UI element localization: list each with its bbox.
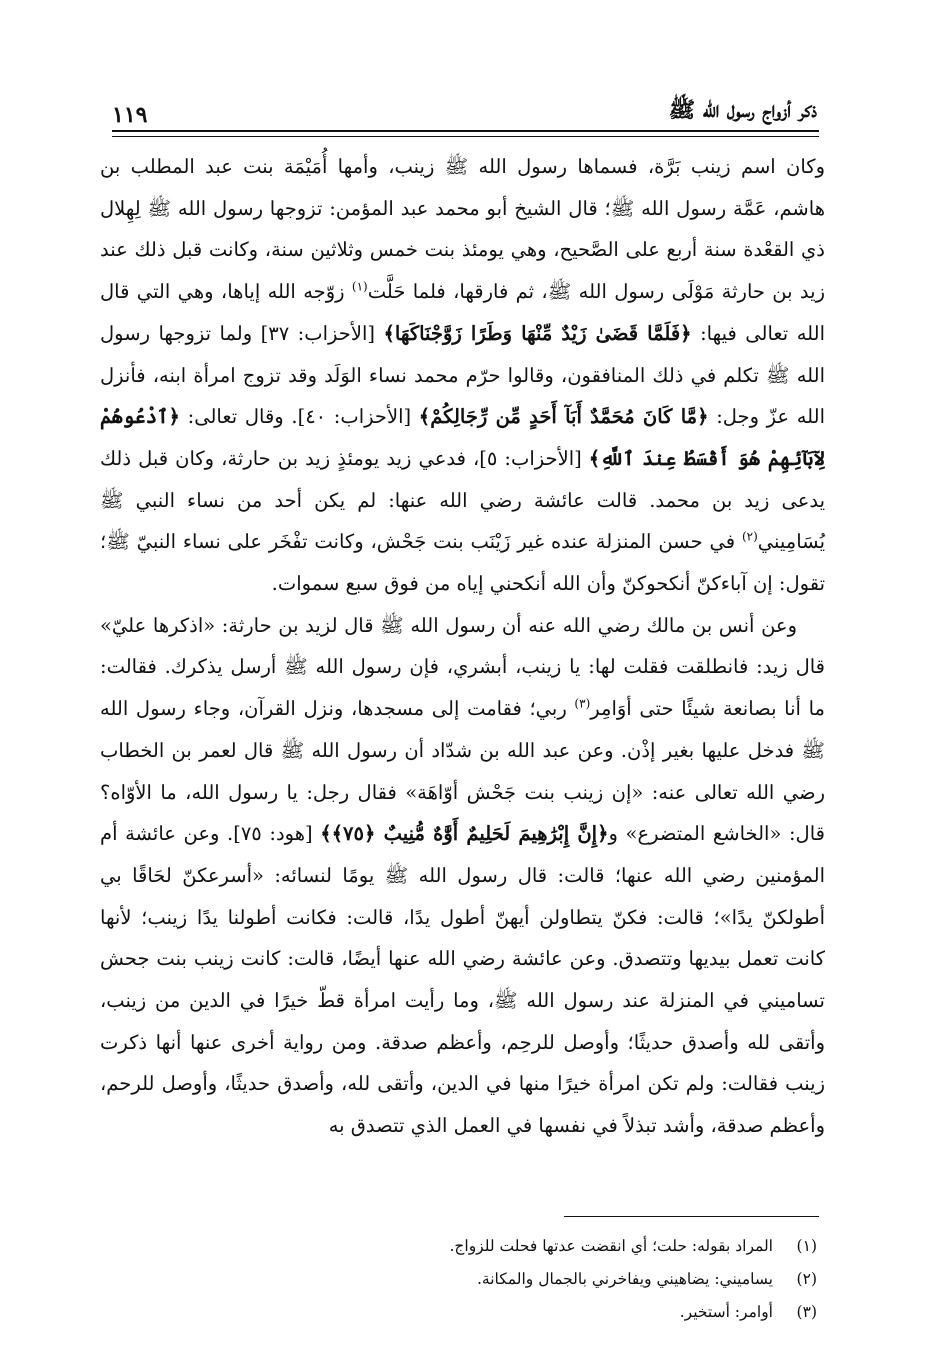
main-text <box>100 146 825 1147</box>
footnote-text: يساميني: يضاهيني ويفاخرني بالجمال والمكانة. <box>476 1270 773 1288</box>
quran-verse: ﴿إِنَّ إِبْرَٰهِيمَ لَحَلِيمٌ أَوَّٰهٌ مُّنِيبٌ ﴿٧٥﴾﴾ <box>320 822 609 846</box>
header-divider <box>112 130 819 137</box>
footnote-text: أوامر: أستخير. <box>679 1303 773 1321</box>
text-span: [الأحزاب: ٤٠]. وقال تعالى: <box>179 405 419 429</box>
text-span: ربي؛ فقامت إلى مسجدها، ونزل القرآن، وجاء رسول الله ﷺ فدخل عليها بغير إذْن. وعن عبد الله بن شدّاد أن رسول الله ﷺ قال لعمر بن الخطاب رضي الله تعالى عنه: «إن زينب بنت جَحْش أوّاهَة» فقال رجل: يا رسول الله، ما الأوّاه؟ قال: «الخاشع المتضرع» و <box>100 697 825 846</box>
text-span: [الأحزاب: ٣٧] ولما تزوجها رسول الله ﷺ تكلم في ذلك المنافقون، وقالوا حرّم محمد نساء الوَلَد وقد تزوج امرأة ابنه، فأنزل الله عزّ وجل: <box>100 321 825 429</box>
footnote-ref: (١) <box>351 279 368 294</box>
text-span: [هود: ٧٥]. وعن عائشة أم المؤمنين رضي الله عنها؛ قالت: قال رسول الله ﷺ يومًا لنسائه: «أسرعكنّ لحَاقًا بي أطولكنّ يدًا»؛ قالت: فكنّ يتطاولن أيهنّ أطول يدًا، قالت: فكانت أطولنا يدًا زينب؛ لأنها كانت تعمل بيديها وتتصدق. وعن عائشة رضي الله عنها أيضًا، قالت: كانت زينب بنت جحش تساميني في المنزلة عند رسول الله ﷺ، وما رأيت امرأة قطّ خيرًا في الدين من زينب، وأتقى لله وأصدق حديثًا؛ وأوصل للرحِم، وأعظم صدقة. ومن رواية أخرى عنها أنها ذكرت زينب فقالت: ولم تكن امرأة خيرًا منها في الدين، وأتقى لله، وأصدق حديثًا، وأوصل للرحم، وأعظم صدقة، وأشد تبذلاً في نفسها في العمل الذي تتصدق به <box>100 822 825 1138</box>
footnotes <box>112 1230 817 1329</box>
text-span: وكان اسم زينب بَرَّة، فسماها رسول الله ﷺ زينب، وأمها أُمَيْمَة بنت عبد المطلب بن هاشم، عَمَّة رسول الله ﷺ؛ قال الشيخ أبو محمد عبد المؤمن: تزوجها رسول الله ﷺ لِهِلال ذي القعْدة سنة أربع على الصَّحيح، وهي يومئذ بنت خمس وثلاثين سنة، وكانت قبل ذلك عند زيد بن حارثة مَوْلَى رسول الله ﷺ، ثم فارقها، فلما حَلَّت <box>100 155 825 304</box>
text-span: في حسن المنزلة عنده غير زَيْنَب بنت جَحْش، وكانت تفْخَر على نساء النبيّ ﷺ؛ تقول: إن آباءكنّ أنكحوكنّ وأن الله أنكحني إياه من فوق سبع سموات. <box>100 530 825 596</box>
running-title: ذكر أزواج رسول الله ﷺ <box>668 97 817 123</box>
text-span: [الأحزاب: ٥]، فدعي زيد يومئذٍ زيد بن حارثة، وكان قبل ذلك يدعى زيد بن محمد. قالت عائشة رضي الله عنها: لم يكن أحد من نساء النبي ﷺ يُسَامِيني <box>100 446 825 554</box>
quran-verse: ﴿مَّا كَانَ مُحَمَّدٌ أَبَآ أَحَدٍ مِّن رِّجَالِكُمْ﴾ <box>418 405 709 429</box>
footnote-divider <box>564 1216 819 1217</box>
footnote-item <box>112 1296 817 1329</box>
footnote-text: المراد بقوله: حلت؛ أي انقضت عدتها فحلت للزواج. <box>449 1237 773 1255</box>
paragraph <box>100 605 825 1147</box>
footnote-ref: (٢) <box>741 529 758 544</box>
paragraph <box>100 146 825 605</box>
footnote-item <box>112 1263 817 1296</box>
footnote-number: (٣) <box>796 1303 817 1321</box>
footnote-number: (٢) <box>796 1270 817 1288</box>
footnote-number: (١) <box>796 1237 817 1255</box>
page-header <box>112 94 817 128</box>
quran-verse: ﴿فَلَمَّا قَضَىٰ زَيْدٌ مِّنْهَا وَطَرًا زَوَّجْنَاكَهَا﴾ <box>383 321 692 345</box>
page-number: ١١٩ <box>112 102 148 128</box>
text-span: وعن أنس بن مالك رضي الله عنه أن رسول الله ﷺ قال لزيد بن حارثة: «اذكرها عليّ» قال زيد: فانطلقت فقلت لها: يا زينب، أبشري، فإن رسول الله ﷺ أرسل يذكرك. فقالت: ما أنا بصانعة شيئًا حتى أوَامِر <box>100 613 826 721</box>
quran-verse: ﴿ٱدْعُوهُمْ لِآبَآئِهِمْ هُوَ أَقْسَطُ عِندَ ٱللَّهِ﴾ <box>100 405 825 470</box>
footnote-item <box>112 1230 817 1263</box>
footnote-ref: (٣) <box>574 696 591 711</box>
text-span: زوّجه الله إياها، وهي التي قال الله تعالى فيها: <box>100 280 825 345</box>
